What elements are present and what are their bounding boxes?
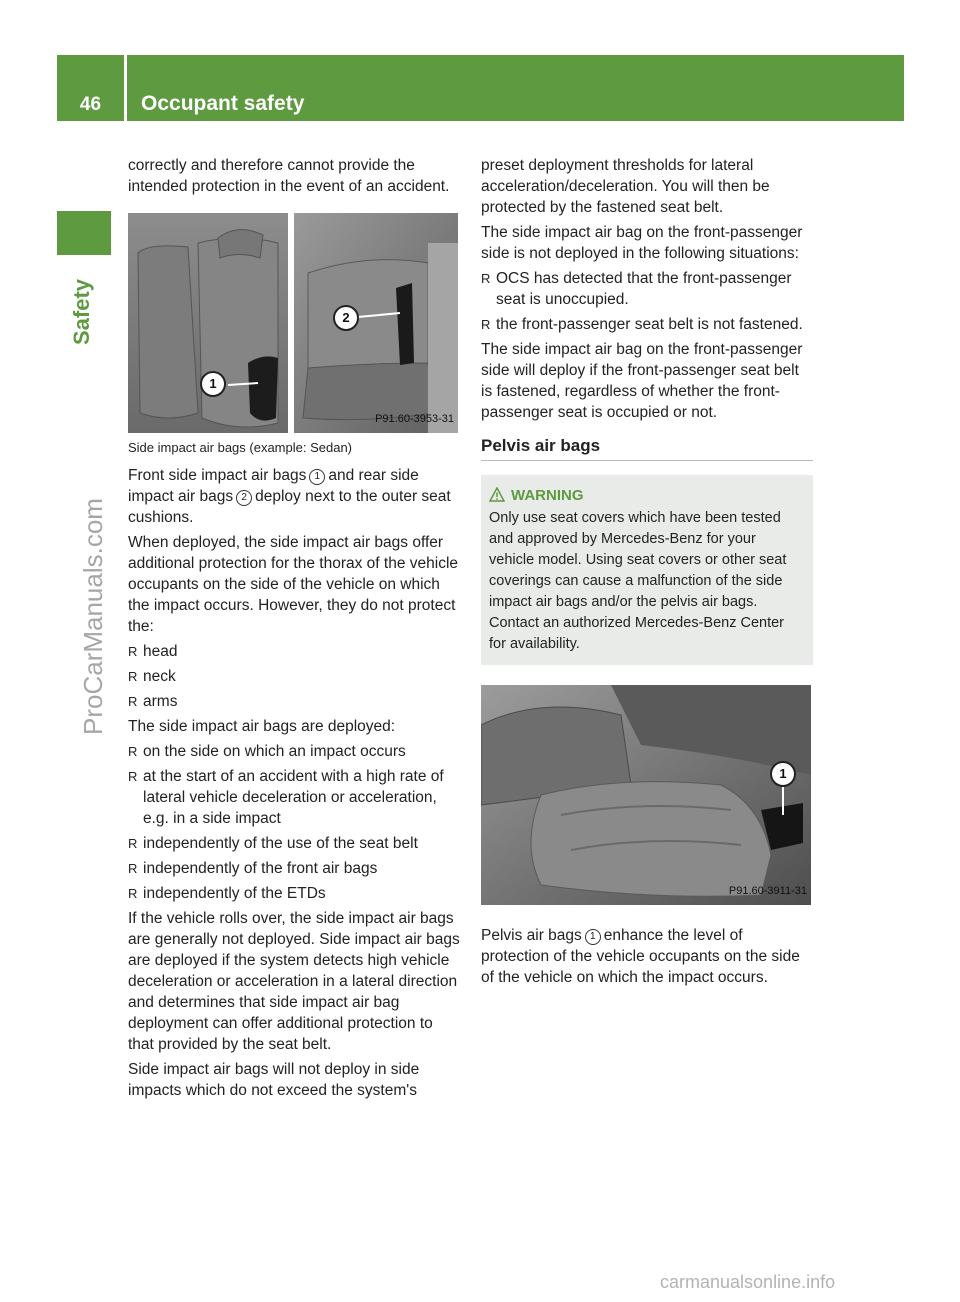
figure-caption: Side impact air bags (example: Sedan) (128, 440, 353, 455)
list-item: R independently of the ETDs (128, 885, 326, 902)
not-deployed-paragraph: The side impact air bag on the front-passenger side is not deployed in the following situations: (481, 224, 803, 262)
thresholds-paragraph: preset deployment thresholds for lateral acceleration/deceleration. You will then be protected by the fastened seat belt. (481, 157, 770, 216)
pelvis-airbags-paragraph: Pelvis air bags 1 enhance the level of protection of the vehicle occupants on the side of the vehicle on which the impact occurs. (481, 927, 800, 986)
intro-paragraph: correctly and therefore cannot provide the intended protection in the event of an accident. (128, 157, 450, 195)
right-column (481, 155, 813, 992)
page-number: 46 (79, 94, 102, 115)
number-circle-1: 1 (585, 929, 601, 945)
front-rear-airbags-paragraph: Front side impact air bags 1 and rear side impact air bags 2 deploy next to the outer seat cushions. (128, 467, 451, 526)
deploy-condition-paragraph: The side impact air bag on the front-passenger side will deploy if the front-passenger seat belt is fastened, regardless of whether the front-passenger seat is occupied or not. (481, 341, 803, 421)
seat-photo-illustration (128, 213, 458, 433)
number-circle-2: 2 (236, 490, 252, 506)
callout-2: 2 (333, 305, 359, 331)
watermark-bottom: carmanualsonline.info (660, 1272, 836, 1292)
warning-title: WARNING (489, 485, 803, 506)
deployed-intro: The side impact air bags are deployed: (128, 718, 396, 735)
list-item: R OCS has detected that the front-passenger seat is unoccupied. (481, 270, 792, 308)
section-heading: Pelvis air bags (481, 435, 813, 461)
list-item: R independently of the use of the seat belt (128, 835, 418, 852)
warning-box (481, 475, 813, 665)
photo-code: P91.60-3953-31 (375, 413, 454, 425)
side-airbags-photo (128, 213, 458, 433)
page-title: Occupant safety (141, 92, 305, 115)
pelvis-airbag-photo (481, 685, 811, 905)
warning-text: Only use seat covers which have been tested and approved by Mercedes-Benz for your vehicle model. Using seat covers or other seat coverings can cause a malfunction of the side impact air bags and/or the pelvis air bags. Contact an authorized Mercedes-Benz Center for availability. (489, 510, 787, 652)
left-column (128, 155, 462, 1105)
pelvis-seat-illustration (481, 685, 811, 905)
section-tab-label: Safety (69, 278, 94, 345)
callout-1: 1 (770, 761, 796, 787)
header-separator (124, 55, 127, 121)
watermark-left: ProCarManuals.com (78, 498, 108, 735)
list-item: R arms (128, 693, 178, 710)
list-item: R neck (128, 668, 176, 685)
deployment-paragraph: When deployed, the side impact air bags offer additional protection for the thorax of the vehicle occupants on the side of the vehicle on which the impact occurs. However, they do not protect the: (128, 534, 459, 635)
photo-code: P91.60-3911-31 (728, 885, 807, 897)
list-item: R head (128, 643, 178, 660)
list-item: R independently of the front air bags (128, 860, 378, 877)
list-item: R on the side on which an impact occurs (128, 743, 406, 760)
callout-1: 1 (200, 371, 226, 397)
list-item: R the front-passenger seat belt is not fastened. (481, 316, 803, 333)
threshold-paragraph: Side impact air bags will not deploy in side impacts which do not exceed the system's (128, 1061, 420, 1099)
warning-triangle-icon (489, 487, 505, 502)
number-circle-1: 1 (309, 469, 325, 485)
rollover-paragraph: If the vehicle rolls over, the side impact air bags are generally not deployed. Side impact air bags are deployed if the system detects high vehicle deceleration or acceleration in a lateral direction and determines that side impact air bag deployment can offer additional protection to that provided by the seat belt. (128, 910, 460, 1053)
list-item: R at the start of an accident with a high rate of lateral vehicle deceleration or acceleration, e.g. in a side impact (128, 768, 444, 827)
